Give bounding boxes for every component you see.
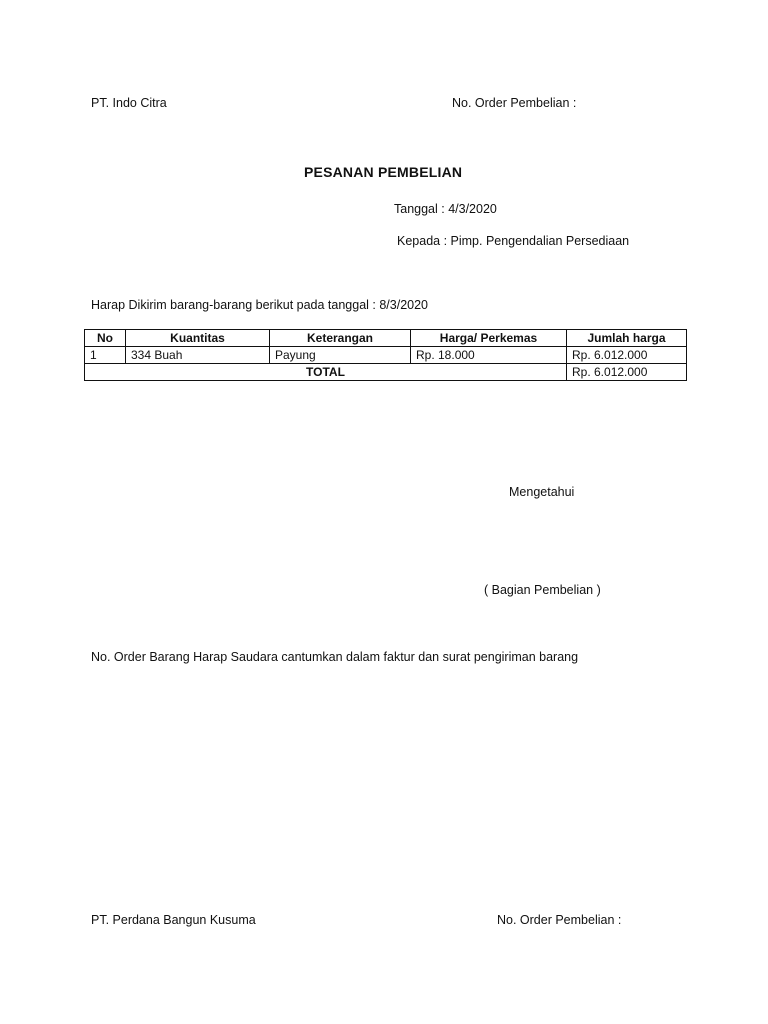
recipient: Kepada : Pimp. Pengendalian Persediaan bbox=[397, 234, 630, 248]
order-items-table bbox=[84, 329, 687, 381]
delivery-instruction: Harap Dikirim barang-barang berikut pada tanggal : 8/3/2020 bbox=[91, 298, 429, 312]
order-number-label: No. Order Pembelian : bbox=[452, 96, 577, 110]
cell-total-price: Rp. 6.012.000 bbox=[567, 347, 687, 364]
table-row bbox=[85, 347, 687, 364]
total-row bbox=[85, 364, 687, 381]
order-date: Tanggal : 4/3/2020 bbox=[394, 202, 497, 216]
acknowledge-label: Mengetahui bbox=[509, 485, 575, 499]
column-header-quantity: Kuantitas bbox=[126, 330, 270, 347]
footer-order-number-label: No. Order Pembelian : bbox=[497, 913, 622, 927]
table-header-row bbox=[85, 330, 687, 347]
cell-unit-price: Rp. 18.000 bbox=[411, 347, 567, 364]
column-header-no: No bbox=[85, 330, 126, 347]
column-header-total-price: Jumlah harga bbox=[567, 330, 687, 347]
cell-description: Payung bbox=[270, 347, 411, 364]
company-name: PT. Indo Citra bbox=[91, 96, 167, 110]
document-title: PESANAN PEMBELIAN bbox=[304, 164, 463, 180]
cell-quantity: 334 Buah bbox=[126, 347, 270, 364]
signatory-label: ( Bagian Pembelian ) bbox=[484, 583, 601, 597]
column-header-unit-price: Harga/ Perkemas bbox=[411, 330, 567, 347]
order-note: No. Order Barang Harap Saudara cantumkan dalam faktur dan surat pengiriman barang bbox=[91, 650, 579, 664]
cell-no: 1 bbox=[85, 347, 126, 364]
total-label: TOTAL bbox=[85, 364, 567, 381]
column-header-description: Keterangan bbox=[270, 330, 411, 347]
total-value: Rp. 6.012.000 bbox=[567, 364, 687, 381]
footer-company-name: PT. Perdana Bangun Kusuma bbox=[91, 913, 256, 927]
